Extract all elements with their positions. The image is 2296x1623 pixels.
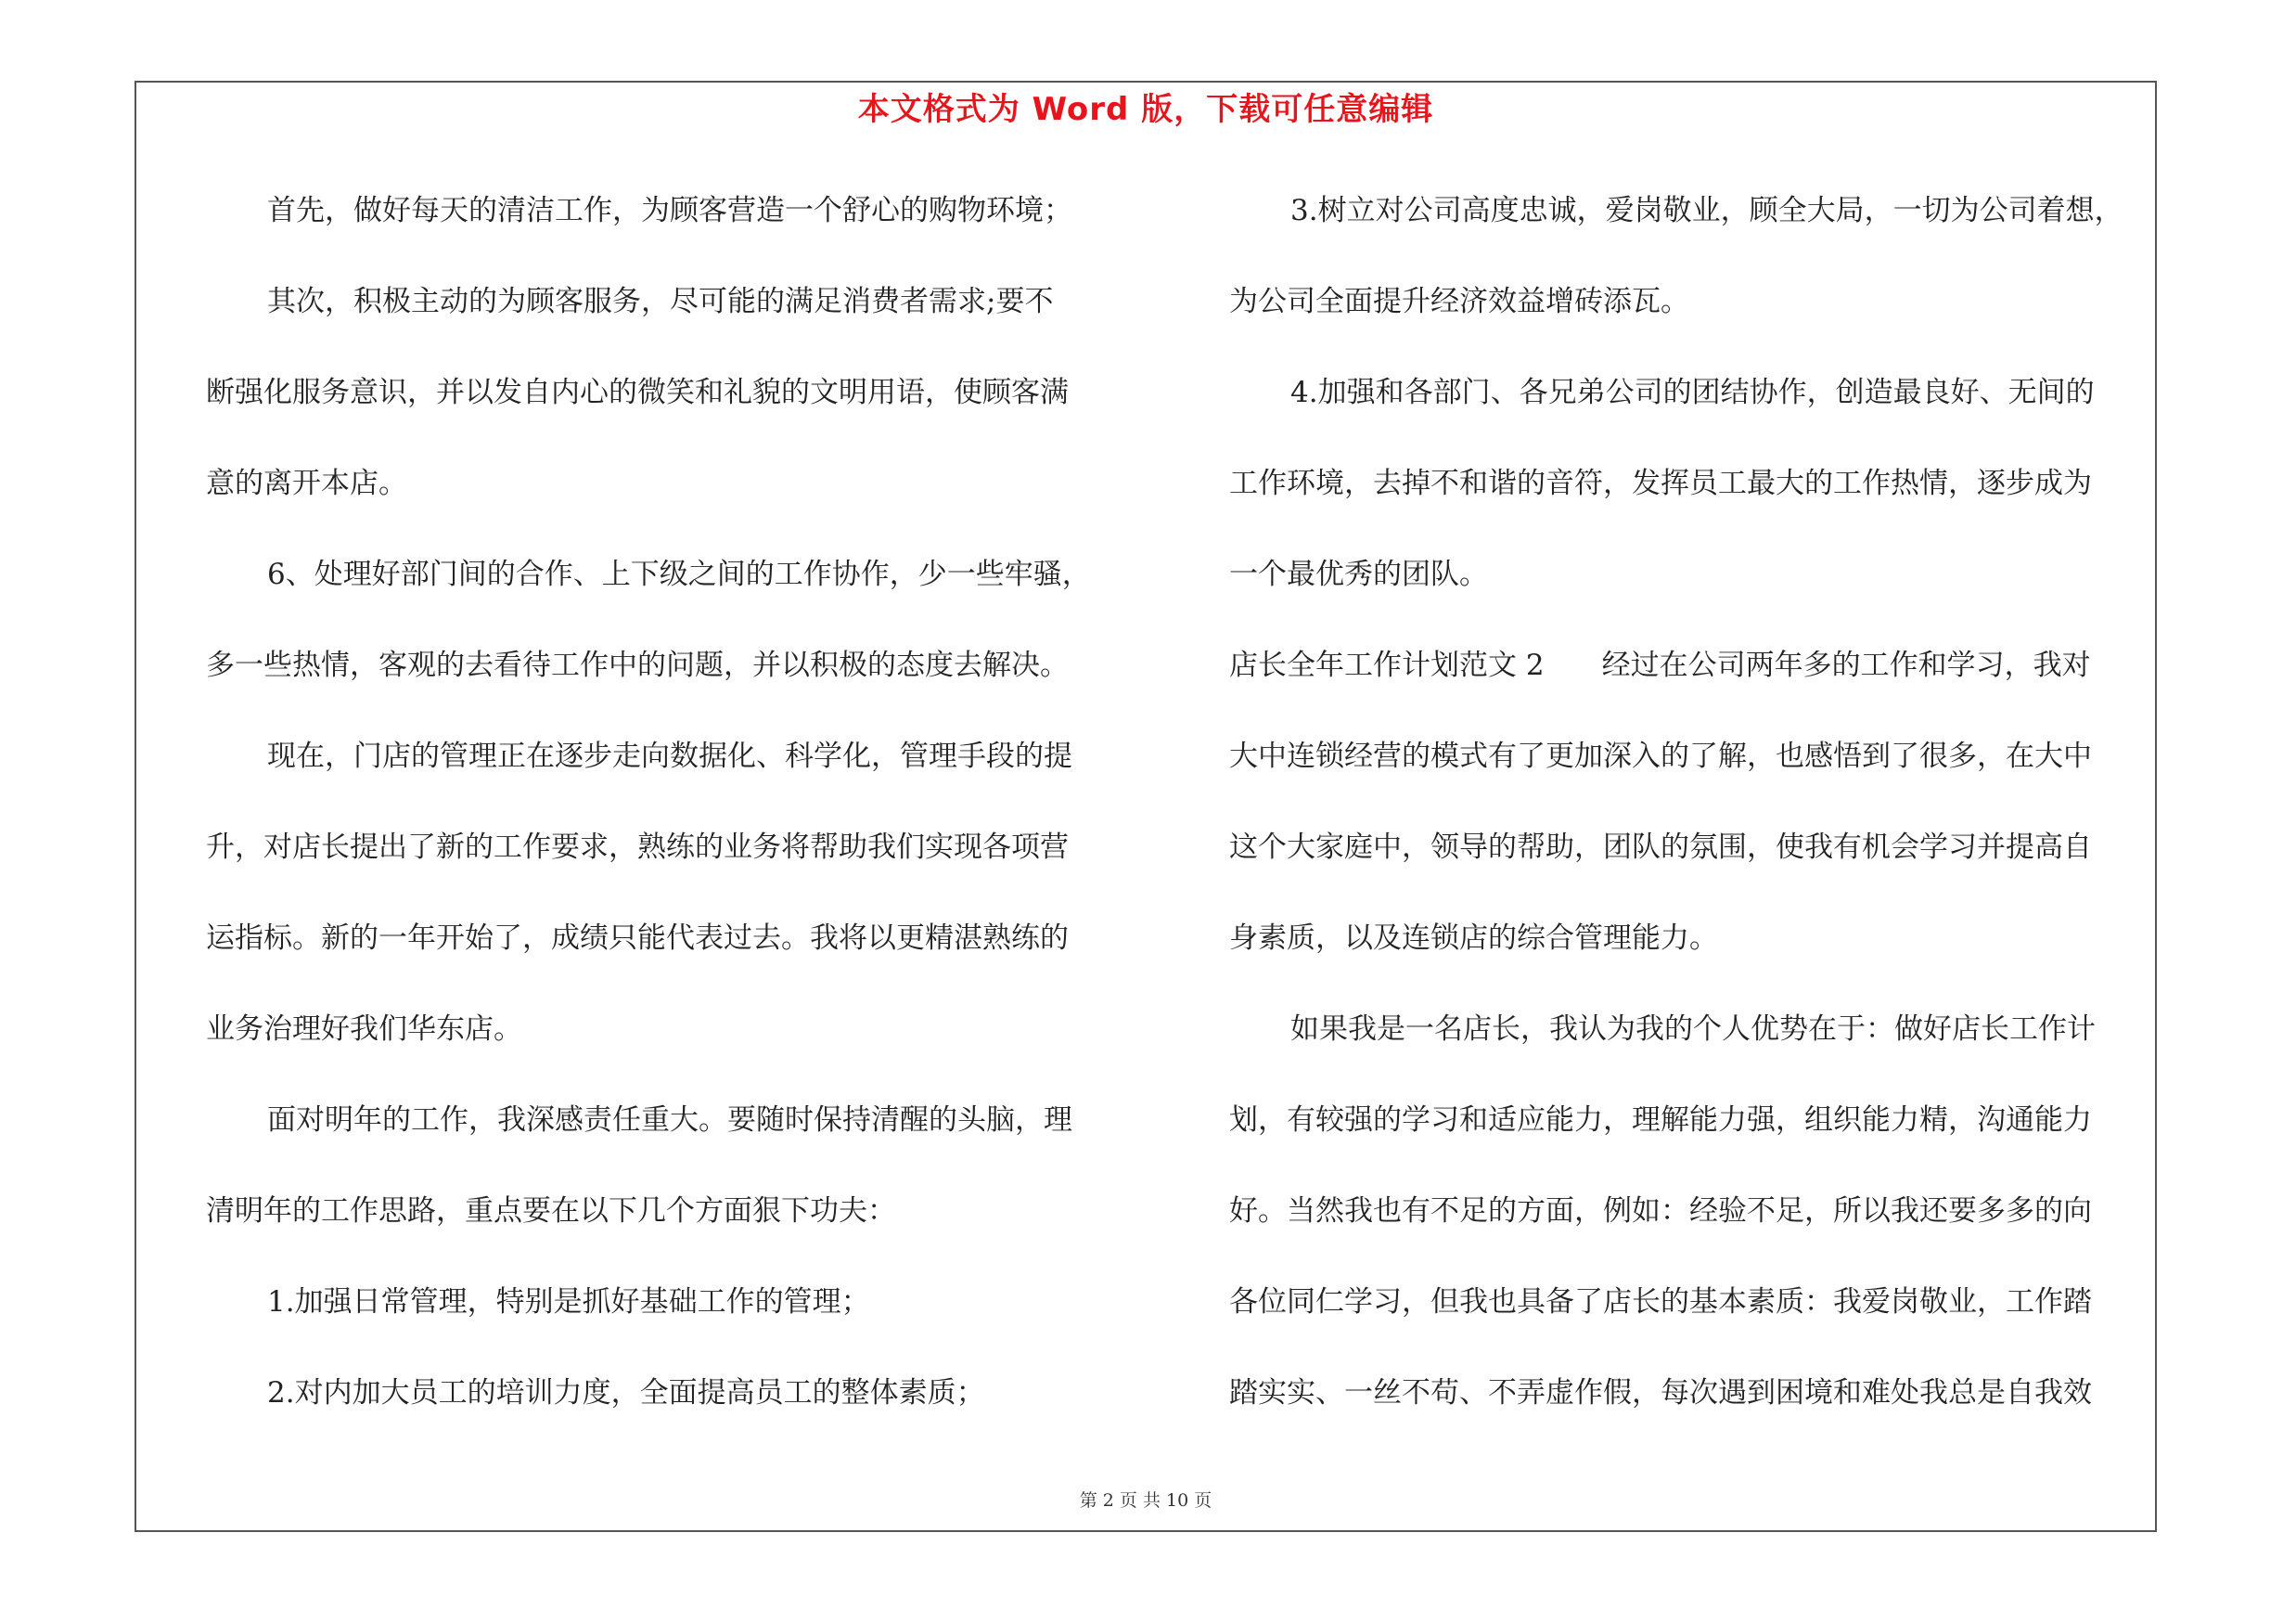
format-banner: 本文格式为 Word 版，下载可任意编辑: [857, 91, 1434, 128]
text-line: 一个最优秀的团队。: [1229, 558, 1488, 591]
text-line: 4.加强和各部门、各兄弟公司的团结协作，创造最良好、无间的: [1290, 376, 2095, 409]
text-line: 6、处理好部门间的合作、上下级之间的工作协作，少一些牢骚，: [267, 558, 1091, 591]
page-number: 第 2 页 共 10 页: [1079, 1490, 1212, 1511]
text-line: 首先，做好每天的清洁工作，为顾客营造一个舒心的购物环境；: [267, 194, 1072, 227]
text-line: 业务治理好我们华东店。: [206, 1012, 522, 1046]
right-column: [1229, 182, 2148, 1455]
text-line: 大中连锁经营的模式有了更加深入的了解，也感悟到了很多，在大中: [1229, 740, 2092, 773]
text-line: 各位同仁学习，但我也具备了店长的基本素质：我爱岗敬业，工作踏: [1229, 1285, 2092, 1319]
text-line: 其次，积极主动的为顾客服务，尽可能的满足消费者需求;要不: [267, 285, 1054, 318]
text-line: 升，对店长提出了新的工作要求，熟练的业务将帮助我们实现各项营: [206, 831, 1069, 864]
text-line: 2.对内加大员工的培训力度，全面提高员工的整体素质；: [267, 1376, 985, 1410]
text-line: 好。当然我也有不足的方面，例如：经验不足，所以我还要多多的向: [1229, 1194, 2092, 1228]
text-line: 如果我是一名店长，我认为我的个人优势在于：做好店长工作计: [1290, 1012, 2096, 1046]
text-line: 现在，门店的管理正在逐步走向数据化、科学化，管理手段的提: [267, 740, 1072, 773]
text-line: 工作环境，去掉不和谐的音符，发挥员工最大的工作热情，逐步成为: [1229, 467, 2092, 500]
text-line: 断强化服务意识，并以发自内心的微笑和礼貌的文明用语，使顾客满: [206, 376, 1069, 409]
text-line: 划，有较强的学习和适应能力，理解能力强，组织能力精，沟通能力: [1229, 1103, 2092, 1137]
text-line: 面对明年的工作，我深感责任重大。要随时保持清醒的头脑，理: [267, 1103, 1072, 1137]
text-line: 踏实实、一丝不苟、不弄虚作假，每次遇到困境和难处我总是自我效: [1229, 1376, 2092, 1410]
text-line: 为公司全面提升经济效益增砖添瓦。: [1229, 285, 1689, 318]
text-line: 多一些热情，客观的去看待工作中的问题，并以积极的态度去解决。: [206, 649, 1069, 682]
section-heading-line: 店长全年工作计划范文 2 经过在公司两年多的工作和学习，我对: [1229, 649, 2091, 682]
text-line: 运指标。新的一年开始了，成绩只能代表过去。我将以更精湛熟练的: [206, 921, 1069, 955]
text-line: 意的离开本店。: [206, 467, 407, 500]
text-line: 清明年的工作思路，重点要在以下几个方面狠下功夫：: [206, 1194, 896, 1228]
text-line: 身素质，以及连锁店的综合管理能力。: [1229, 921, 1718, 955]
text-line: 1.加强日常管理，特别是抓好基础工作的管理；: [267, 1285, 870, 1319]
left-column: [206, 182, 1152, 1455]
text-line: 这个大家庭中，领导的帮助，团队的氛围，使我有机会学习并提高自: [1229, 831, 2092, 864]
text-line: 3.树立对公司高度忠诚，爱岗敬业，顾全大局，一切为公司着想，: [1290, 194, 2123, 227]
